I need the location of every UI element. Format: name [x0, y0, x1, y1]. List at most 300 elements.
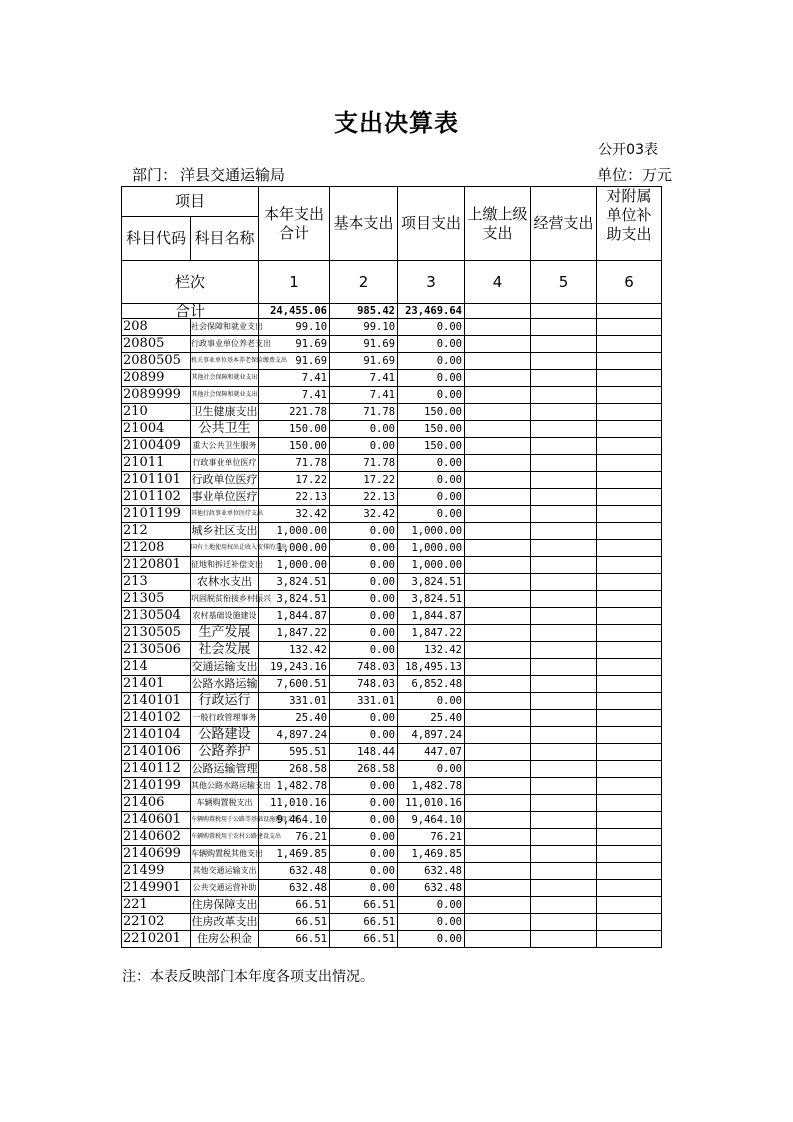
table-row [122, 761, 662, 778]
upper-amount [465, 421, 531, 438]
subsidiary-amount [597, 761, 662, 778]
table-row [122, 540, 662, 557]
subject-name: 农村基础设施建设 [191, 608, 259, 625]
table-row [122, 506, 662, 523]
business-amount [531, 574, 597, 591]
table-row [122, 642, 662, 659]
subject-code: 2140602 [122, 829, 191, 846]
table-row [122, 846, 662, 863]
project-amount: 3,824.51 [398, 591, 465, 608]
header-item: 项目 [122, 187, 259, 217]
subsidiary-amount [597, 506, 662, 523]
table-row [122, 336, 662, 353]
basic-amount: 0.00 [330, 625, 398, 642]
upper-amount [465, 744, 531, 761]
total-amount: 1,000.00 [259, 523, 330, 540]
basic-amount: 7.41 [330, 370, 398, 387]
subsidiary-amount [597, 693, 662, 710]
upper-amount [465, 812, 531, 829]
table-row [122, 608, 662, 625]
project-amount: 25.40 [398, 710, 465, 727]
subject-code: 22102 [122, 914, 191, 931]
upper-amount [465, 523, 531, 540]
subject-name: 车辆购置税其他支出 [191, 846, 259, 863]
header-subsidiary-text: 对附属单位补助支出 [606, 187, 652, 243]
subsidiary-amount [597, 336, 662, 353]
table-row [122, 625, 662, 642]
basic-amount: 71.78 [330, 404, 398, 421]
subject-name: 行政单位医疗 [191, 472, 259, 489]
basic-amount: 0.00 [330, 421, 398, 438]
subsidiary-amount [597, 710, 662, 727]
subject-code: 2100409 [122, 438, 191, 455]
project-amount: 0.00 [398, 489, 465, 506]
table-row [122, 727, 662, 744]
business-amount [531, 336, 597, 353]
business-amount [531, 880, 597, 897]
table-row [122, 455, 662, 472]
subject-code: 2140601 [122, 812, 191, 829]
subject-code: 2101102 [122, 489, 191, 506]
subsidiary-amount [597, 642, 662, 659]
project-amount: 0.00 [398, 897, 465, 914]
subject-code: 213 [122, 574, 191, 591]
subject-code: 21004 [122, 421, 191, 438]
subject-code: 2101101 [122, 472, 191, 489]
business-amount [531, 421, 597, 438]
total-amount: 71.78 [259, 455, 330, 472]
business-amount [531, 863, 597, 880]
upper-amount [465, 489, 531, 506]
basic-amount: 66.51 [330, 897, 398, 914]
subsidiary-amount [597, 659, 662, 676]
table-row [122, 472, 662, 489]
project-amount: 11,010.16 [398, 795, 465, 812]
total-label: 合计 [122, 304, 259, 319]
business-amount [531, 761, 597, 778]
col-number: 3 [398, 261, 465, 304]
project-amount: 0.00 [398, 914, 465, 931]
subject-code: 2089999 [122, 387, 191, 404]
table-row [122, 931, 662, 948]
upper-amount [465, 404, 531, 421]
subsidiary-amount [597, 727, 662, 744]
business-amount [531, 778, 597, 795]
upper-amount [465, 710, 531, 727]
subject-name: 交通运输支出 [191, 659, 259, 676]
header-code: 科目代码 [122, 217, 191, 261]
basic-amount: 17.22 [330, 472, 398, 489]
subsidiary-amount [597, 489, 662, 506]
table-row [122, 387, 662, 404]
subsidiary-amount [597, 387, 662, 404]
upper-amount [465, 863, 531, 880]
subject-code: 21011 [122, 455, 191, 472]
subsidiary-amount [597, 880, 662, 897]
subject-name: 车辆购置税用于农村公路建设支出 [191, 829, 259, 846]
basic-amount: 748.03 [330, 676, 398, 693]
upper-amount [465, 829, 531, 846]
header-basic: 基本支出 [330, 187, 398, 261]
subject-name: 其他公路水路运输支出 [191, 778, 259, 795]
basic-amount: 7.41 [330, 387, 398, 404]
subject-name: 卫生健康支出 [191, 404, 259, 421]
table-row [122, 829, 662, 846]
subject-code: 21305 [122, 591, 191, 608]
basic-amount: 148.44 [330, 744, 398, 761]
subject-name: 住房公积金 [191, 931, 259, 948]
business-amount [531, 625, 597, 642]
upper-amount [465, 897, 531, 914]
project-amount: 632.48 [398, 863, 465, 880]
business-amount [531, 523, 597, 540]
business-amount [531, 404, 597, 421]
subsidiary-amount [597, 897, 662, 914]
table-row [122, 574, 662, 591]
total-amount: 66.51 [259, 897, 330, 914]
upper-amount [465, 846, 531, 863]
subsidiary-amount [597, 557, 662, 574]
unit-label: 单位：万元 [597, 166, 673, 184]
project-amount: 0.00 [398, 693, 465, 710]
business-amount [531, 727, 597, 744]
total-amount: 66.51 [259, 914, 330, 931]
table-row [122, 778, 662, 795]
table-row [122, 557, 662, 574]
subject-code: 21208 [122, 540, 191, 557]
subsidiary-amount [597, 404, 662, 421]
basic-amount: 0.00 [330, 778, 398, 795]
subject-name: 事业单位医疗 [191, 489, 259, 506]
col-number: 1 [259, 261, 330, 304]
project-amount: 0.00 [398, 336, 465, 353]
upper-amount [465, 472, 531, 489]
business-amount [531, 472, 597, 489]
subject-name: 巩固脱贫衔接乡村振兴 [191, 591, 259, 608]
subsidiary-amount [597, 421, 662, 438]
expenditure-table [121, 186, 662, 948]
subject-code: 221 [122, 897, 191, 914]
col-number: 4 [465, 261, 531, 304]
business-amount [531, 693, 597, 710]
project-amount: 132.42 [398, 642, 465, 659]
header-business: 经营支出 [531, 187, 597, 261]
subsidiary-amount [597, 676, 662, 693]
subsidiary-amount [597, 574, 662, 591]
subsidiary-amount [597, 472, 662, 489]
table-row [122, 370, 662, 387]
upper-amount [465, 608, 531, 625]
total-amount: 91.69 [259, 336, 330, 353]
total-amount: 1,844.87 [259, 608, 330, 625]
table-row [122, 914, 662, 931]
project-amount: 0.00 [398, 506, 465, 523]
project-amount: 0.00 [398, 472, 465, 489]
business-amount [531, 812, 597, 829]
subject-name: 征地和拆迁补偿支出 [191, 557, 259, 574]
total-amount: 32.42 [259, 506, 330, 523]
subject-code: 2140104 [122, 727, 191, 744]
upper-amount [465, 914, 531, 931]
business-amount [531, 642, 597, 659]
total-amount: 1,847.22 [259, 625, 330, 642]
basic-amount: 71.78 [330, 455, 398, 472]
business-amount [531, 540, 597, 557]
subject-name: 住房保障支出 [191, 897, 259, 914]
total-amount: 221.78 [259, 404, 330, 421]
upper-amount [465, 438, 531, 455]
subject-code: 2130505 [122, 625, 191, 642]
upper-amount [465, 880, 531, 897]
project-amount: 1,000.00 [398, 540, 465, 557]
total-amount: 91.69 [259, 353, 330, 370]
business-amount [531, 489, 597, 506]
basic-amount: 0.00 [330, 574, 398, 591]
project-amount: 4,897.24 [398, 727, 465, 744]
table-row [122, 710, 662, 727]
project-amount: 0.00 [398, 387, 465, 404]
upper-amount [465, 336, 531, 353]
business-amount [531, 914, 597, 931]
total-amount: 22.13 [259, 489, 330, 506]
business-amount [531, 846, 597, 863]
upper-amount [465, 591, 531, 608]
subject-name: 住房改革支出 [191, 914, 259, 931]
total-subsidiary [597, 304, 662, 319]
subject-code: 21406 [122, 795, 191, 812]
basic-amount: 331.01 [330, 693, 398, 710]
subject-code: 2101199 [122, 506, 191, 523]
subsidiary-amount [597, 846, 662, 863]
subject-name: 车辆购置税支出 [191, 795, 259, 812]
subject-code: 2140112 [122, 761, 191, 778]
upper-amount [465, 455, 531, 472]
header-col-label: 栏次 [122, 261, 259, 304]
project-amount: 3,824.51 [398, 574, 465, 591]
header-upper: 上缴上级支出 [465, 187, 531, 261]
subsidiary-amount [597, 829, 662, 846]
subject-name: 公路水路运输 [191, 676, 259, 693]
subsidiary-amount [597, 625, 662, 642]
business-amount [531, 591, 597, 608]
table-row [122, 319, 662, 336]
subsidiary-amount [597, 812, 662, 829]
subject-name: 机关事业单位基本养老保险缴费支出 [191, 353, 259, 370]
project-amount: 1,469.85 [398, 846, 465, 863]
subject-name: 其他行政事业单位医疗支出 [191, 506, 259, 523]
subject-name: 农林水支出 [191, 574, 259, 591]
project-amount: 1,000.00 [398, 557, 465, 574]
header-project: 项目支出 [398, 187, 465, 261]
basic-amount: 0.00 [330, 642, 398, 659]
table-row [122, 880, 662, 897]
header-name: 科目名称 [191, 217, 259, 261]
project-amount: 1,847.22 [398, 625, 465, 642]
total-amount: 19,243.16 [259, 659, 330, 676]
subject-code: 2140199 [122, 778, 191, 795]
project-amount: 0.00 [398, 353, 465, 370]
total-amount: 632.48 [259, 863, 330, 880]
total-amount: 17.22 [259, 472, 330, 489]
project-amount: 0.00 [398, 319, 465, 336]
table-row [122, 523, 662, 540]
subject-code: 21499 [122, 863, 191, 880]
subject-name: 行政事业单位养老支出 [191, 336, 259, 353]
subject-name: 城乡社区支出 [191, 523, 259, 540]
total-amount: 1,000.00 [259, 540, 330, 557]
project-amount: 0.00 [398, 931, 465, 948]
subsidiary-amount [597, 455, 662, 472]
project-amount: 1,844.87 [398, 608, 465, 625]
basic-amount: 0.00 [330, 863, 398, 880]
basic-amount: 22.13 [330, 489, 398, 506]
subject-name: 行政事业单位医疗 [191, 455, 259, 472]
subsidiary-amount [597, 523, 662, 540]
subsidiary-amount [597, 608, 662, 625]
basic-amount: 91.69 [330, 353, 398, 370]
project-amount: 9,464.10 [398, 812, 465, 829]
subsidiary-amount [597, 778, 662, 795]
basic-amount: 0.00 [330, 727, 398, 744]
upper-amount [465, 319, 531, 336]
table-row [122, 744, 662, 761]
subject-name: 社会保障和就业支出 [191, 319, 259, 336]
basic-amount: 0.00 [330, 591, 398, 608]
subsidiary-amount [597, 438, 662, 455]
total-amount: 9,464.10 [259, 812, 330, 829]
subsidiary-amount [597, 914, 662, 931]
subsidiary-amount [597, 370, 662, 387]
project-amount: 150.00 [398, 404, 465, 421]
total-amount: 99.10 [259, 319, 330, 336]
subject-code: 20805 [122, 336, 191, 353]
basic-amount: 99.10 [330, 319, 398, 336]
project-amount: 150.00 [398, 438, 465, 455]
department-label: 部门： [132, 166, 178, 184]
upper-amount [465, 659, 531, 676]
total-amount: 1,000.00 [259, 557, 330, 574]
total-amount: 7.41 [259, 370, 330, 387]
subsidiary-amount [597, 591, 662, 608]
subsidiary-amount [597, 319, 662, 336]
project-amount: 0.00 [398, 370, 465, 387]
project-amount: 150.00 [398, 421, 465, 438]
table-row [122, 421, 662, 438]
subject-code: 208 [122, 319, 191, 336]
basic-amount: 0.00 [330, 523, 398, 540]
subject-name: 公路建设 [191, 727, 259, 744]
upper-amount [465, 795, 531, 812]
table-row [122, 897, 662, 914]
total-upper [465, 304, 531, 319]
subject-name: 其他社会保障和就业支出 [191, 387, 259, 404]
total-amount: 66.51 [259, 931, 330, 948]
basic-amount: 0.00 [330, 812, 398, 829]
basic-amount: 268.58 [330, 761, 398, 778]
total-basic: 985.42 [330, 304, 398, 319]
business-amount [531, 608, 597, 625]
subject-code: 210 [122, 404, 191, 421]
business-amount [531, 710, 597, 727]
table-row [122, 404, 662, 421]
basic-amount: 0.00 [330, 540, 398, 557]
basic-amount: 66.51 [330, 914, 398, 931]
basic-amount: 32.42 [330, 506, 398, 523]
total-amount: 3,824.51 [259, 591, 330, 608]
basic-amount: 0.00 [330, 846, 398, 863]
table-row [122, 795, 662, 812]
business-amount [531, 676, 597, 693]
total-row [122, 304, 662, 319]
basic-amount: 0.00 [330, 829, 398, 846]
total-amount: 595.51 [259, 744, 330, 761]
upper-amount [465, 676, 531, 693]
upper-amount [465, 642, 531, 659]
project-amount: 632.48 [398, 880, 465, 897]
upper-amount [465, 506, 531, 523]
subject-code: 212 [122, 523, 191, 540]
business-amount [531, 387, 597, 404]
subject-name: 其他交通运输支出 [191, 863, 259, 880]
basic-amount: 0.00 [330, 710, 398, 727]
upper-amount [465, 778, 531, 795]
total-amount: 76.21 [259, 829, 330, 846]
business-amount [531, 829, 597, 846]
project-amount: 0.00 [398, 455, 465, 472]
subject-name: 公共交通运营补助 [191, 880, 259, 897]
subject-name: 公路运输管理 [191, 761, 259, 778]
subsidiary-amount [597, 795, 662, 812]
business-amount [531, 353, 597, 370]
department-name: 洋县交通运输局 [180, 166, 286, 184]
total-amount: 331.01 [259, 693, 330, 710]
upper-amount [465, 540, 531, 557]
table-row [122, 676, 662, 693]
business-amount [531, 455, 597, 472]
upper-amount [465, 931, 531, 948]
business-amount [531, 370, 597, 387]
header-subsidiary [597, 187, 662, 261]
subject-code: 2140106 [122, 744, 191, 761]
subject-name: 国有土地使用权出让收入安排的支出 [191, 540, 259, 557]
subject-code: 2140101 [122, 693, 191, 710]
project-amount: 1,000.00 [398, 523, 465, 540]
subsidiary-amount [597, 540, 662, 557]
subsidiary-amount [597, 744, 662, 761]
basic-amount: 0.00 [330, 557, 398, 574]
business-amount [531, 557, 597, 574]
basic-amount: 91.69 [330, 336, 398, 353]
col-number: 2 [330, 261, 398, 304]
subsidiary-amount [597, 353, 662, 370]
total-amount: 1,469.85 [259, 846, 330, 863]
business-amount [531, 506, 597, 523]
footnote: 注：本表反映部门本年度各项支出情况。 [122, 969, 374, 985]
table-row [122, 693, 662, 710]
col-number: 6 [597, 261, 662, 304]
subject-name: 重大公共卫生服务 [191, 438, 259, 455]
subject-name: 公共卫生 [191, 421, 259, 438]
subject-code: 214 [122, 659, 191, 676]
project-amount: 0.00 [398, 761, 465, 778]
subject-code: 2140699 [122, 846, 191, 863]
total-amount: 7.41 [259, 387, 330, 404]
subject-name: 其他社会保障和就业支出 [191, 370, 259, 387]
basic-amount: 0.00 [330, 438, 398, 455]
subject-code: 2130506 [122, 642, 191, 659]
subject-name: 一般行政管理事务 [191, 710, 259, 727]
subject-code: 2210201 [122, 931, 191, 948]
